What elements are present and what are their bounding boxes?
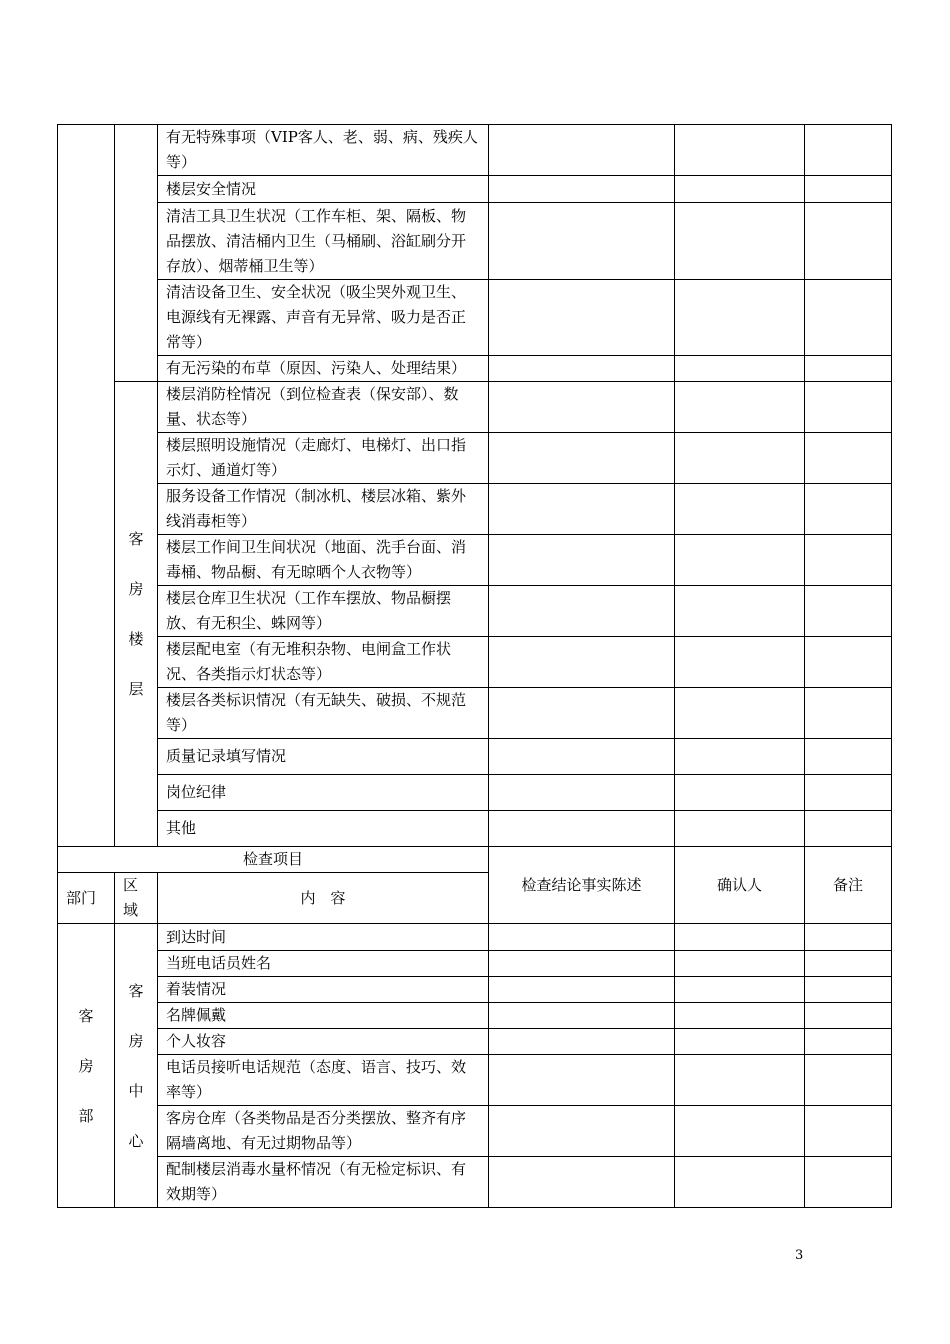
remarks-cell[interactable] <box>805 484 892 535</box>
dept-cell-housekeeping <box>58 924 115 1208</box>
table-row <box>58 775 892 811</box>
dept-label-vertical: 客 房 部 <box>78 1006 94 1125</box>
remarks-cell[interactable] <box>805 688 892 739</box>
inspection-items-header: 检查项目 <box>58 847 489 873</box>
remarks-cell[interactable] <box>805 1157 892 1208</box>
remarks-cell[interactable] <box>805 433 892 484</box>
conclusion-cell[interactable] <box>489 586 675 637</box>
item-content: 个人妆容 <box>158 1029 489 1055</box>
remarks-cell[interactable] <box>805 1055 892 1106</box>
conclusion-cell[interactable] <box>489 775 675 811</box>
conclusion-cell[interactable] <box>489 1029 675 1055</box>
remarks-cell[interactable] <box>805 1106 892 1157</box>
area-label-vertical: 客 房 中 心 <box>128 981 144 1150</box>
item-content: 着装情况 <box>158 977 489 1003</box>
item-content: 有无特殊事项（VIP客人、老、弱、病、残疾人等） <box>158 125 489 176</box>
conclusion-cell[interactable] <box>489 280 675 356</box>
table-row <box>58 125 892 176</box>
dept-cell-upper <box>58 125 115 847</box>
table-row <box>58 977 892 1003</box>
confirmer-cell[interactable] <box>675 977 805 1003</box>
confirmer-cell[interactable] <box>675 176 805 203</box>
item-content: 服务设备工作情况（制冰机、楼层冰箱、紫外线消毒柜等） <box>158 484 489 535</box>
conclusion-cell[interactable] <box>489 1055 675 1106</box>
confirmer-cell[interactable] <box>675 1157 805 1208</box>
remarks-cell[interactable] <box>805 280 892 356</box>
table-row <box>58 356 892 382</box>
item-content: 其他 <box>158 811 489 847</box>
confirmer-cell[interactable] <box>675 924 805 951</box>
item-content: 配制楼层消毒水量杯情况（有无检定标识、有效期等） <box>158 1157 489 1208</box>
remarks-cell[interactable] <box>805 977 892 1003</box>
conclusion-cell[interactable] <box>489 1157 675 1208</box>
confirmer-cell[interactable] <box>675 203 805 280</box>
conclusion-cell[interactable] <box>489 637 675 688</box>
table-row <box>58 203 892 280</box>
table-row <box>58 1003 892 1029</box>
confirmer-cell[interactable] <box>675 433 805 484</box>
item-content: 楼层各类标识情况（有无缺失、破损、不规范等） <box>158 688 489 739</box>
conclusion-cell[interactable] <box>489 484 675 535</box>
item-content: 名牌佩戴 <box>158 1003 489 1029</box>
confirmer-header: 确认人 <box>675 847 805 924</box>
confirmer-cell[interactable] <box>675 535 805 586</box>
item-content: 电话员接听电话规范（态度、语言、技巧、效率等） <box>158 1055 489 1106</box>
item-content: 清洁设备卫生、安全状况（吸尘哭外观卫生、电源线有无裸露、声音有无异常、吸力是否正常等） <box>158 280 489 356</box>
conclusion-cell[interactable] <box>489 356 675 382</box>
remarks-cell[interactable] <box>805 637 892 688</box>
conclusion-cell[interactable] <box>489 977 675 1003</box>
conclusion-header: 检查结论事实陈述 <box>489 847 675 924</box>
conclusion-cell[interactable] <box>489 951 675 977</box>
confirmer-cell[interactable] <box>675 356 805 382</box>
confirmer-cell[interactable] <box>675 637 805 688</box>
item-content: 到达时间 <box>158 924 489 951</box>
remarks-cell[interactable] <box>805 203 892 280</box>
content-header: 内 容 <box>158 873 489 924</box>
item-content: 清洁工具卫生状况（工作车柜、架、隔板、物品摆放、清洁桶内卫生（马桶刷、浴缸刷分开存放）、烟蒂桶卫生等） <box>158 203 489 280</box>
item-content: 楼层安全情况 <box>158 176 489 203</box>
item-content: 当班电话员姓名 <box>158 951 489 977</box>
area-cell-guest-center <box>115 924 158 1208</box>
conclusion-cell[interactable] <box>489 203 675 280</box>
table-row <box>58 1055 892 1106</box>
table-row <box>58 382 892 433</box>
conclusion-cell[interactable] <box>489 924 675 951</box>
item-content: 楼层消防栓情况（到位检查表（保安部）、数量、状态等） <box>158 382 489 433</box>
confirmer-cell[interactable] <box>675 739 805 775</box>
remarks-cell[interactable] <box>805 1029 892 1055</box>
remarks-cell[interactable] <box>805 382 892 433</box>
confirmer-cell[interactable] <box>675 125 805 176</box>
confirmer-cell[interactable] <box>675 688 805 739</box>
remarks-cell[interactable] <box>805 775 892 811</box>
item-content: 楼层工作间卫生间状况（地面、洗手台面、消毒桶、物品橱、有无晾晒个人衣物等） <box>158 535 489 586</box>
remarks-cell[interactable] <box>805 125 892 176</box>
area-header: 区域 <box>115 873 158 924</box>
confirmer-cell[interactable] <box>675 1029 805 1055</box>
confirmer-cell[interactable] <box>675 586 805 637</box>
table-row <box>58 176 892 203</box>
item-content: 有无污染的布草（原因、污染人、处理结果） <box>158 356 489 382</box>
conclusion-cell[interactable] <box>489 433 675 484</box>
remarks-cell[interactable] <box>805 356 892 382</box>
conclusion-cell[interactable] <box>489 125 675 176</box>
table-row <box>58 484 892 535</box>
dept-header: 部门 <box>58 873 115 924</box>
table-row <box>58 586 892 637</box>
table-row <box>58 535 892 586</box>
remarks-cell[interactable] <box>805 951 892 977</box>
area-label-vertical: 客 房 楼 层 <box>128 530 144 698</box>
remarks-cell[interactable] <box>805 535 892 586</box>
remarks-cell[interactable] <box>805 176 892 203</box>
table-row <box>58 433 892 484</box>
conclusion-cell[interactable] <box>489 535 675 586</box>
confirmer-cell[interactable] <box>675 775 805 811</box>
conclusion-cell[interactable] <box>489 382 675 433</box>
item-content: 岗位纪律 <box>158 775 489 811</box>
confirmer-cell[interactable] <box>675 811 805 847</box>
area-cell-upper-top <box>115 125 158 382</box>
table-row <box>58 1106 892 1157</box>
conclusion-cell[interactable] <box>489 1106 675 1157</box>
confirmer-cell[interactable] <box>675 280 805 356</box>
table-row <box>58 1029 892 1055</box>
confirmer-cell[interactable] <box>675 1003 805 1029</box>
table-row <box>58 637 892 688</box>
conclusion-cell[interactable] <box>489 811 675 847</box>
conclusion-cell[interactable] <box>489 739 675 775</box>
header-row <box>58 847 892 873</box>
confirmer-cell[interactable] <box>675 1106 805 1157</box>
item-content: 质量记录填写情况 <box>158 739 489 775</box>
remarks-cell[interactable] <box>805 739 892 775</box>
table-row <box>58 688 892 739</box>
item-content: 楼层仓库卫生状况（工作车摆放、物品橱摆放、有无积尘、蛛网等） <box>158 586 489 637</box>
page-number: 3 <box>795 1248 804 1263</box>
confirmer-cell[interactable] <box>675 484 805 535</box>
remarks-header: 备注 <box>805 847 892 924</box>
table-row <box>58 739 892 775</box>
item-content: 客房仓库（各类物品是否分类摆放、整齐有序隔墙离地、有无过期物品等） <box>158 1106 489 1157</box>
confirmer-cell[interactable] <box>675 382 805 433</box>
item-content: 楼层照明设施情况（走廊灯、电梯灯、出口指示灯、通道灯等） <box>158 433 489 484</box>
conclusion-cell[interactable] <box>489 688 675 739</box>
conclusion-cell[interactable] <box>489 176 675 203</box>
remarks-cell[interactable] <box>805 1003 892 1029</box>
table-row <box>58 811 892 847</box>
remarks-cell[interactable] <box>805 811 892 847</box>
area-cell-guest-floor <box>115 382 158 847</box>
remarks-cell[interactable] <box>805 924 892 951</box>
table-row <box>58 951 892 977</box>
table-row <box>58 924 892 951</box>
conclusion-cell[interactable] <box>489 1003 675 1029</box>
table-row <box>58 1157 892 1208</box>
table-row <box>58 280 892 356</box>
remarks-cell[interactable] <box>805 586 892 637</box>
item-content: 楼层配电室（有无堆积杂物、电闸盒工作状况、各类指示灯状态等） <box>158 637 489 688</box>
inspection-table <box>57 124 892 1208</box>
confirmer-cell[interactable] <box>675 1055 805 1106</box>
confirmer-cell[interactable] <box>675 951 805 977</box>
